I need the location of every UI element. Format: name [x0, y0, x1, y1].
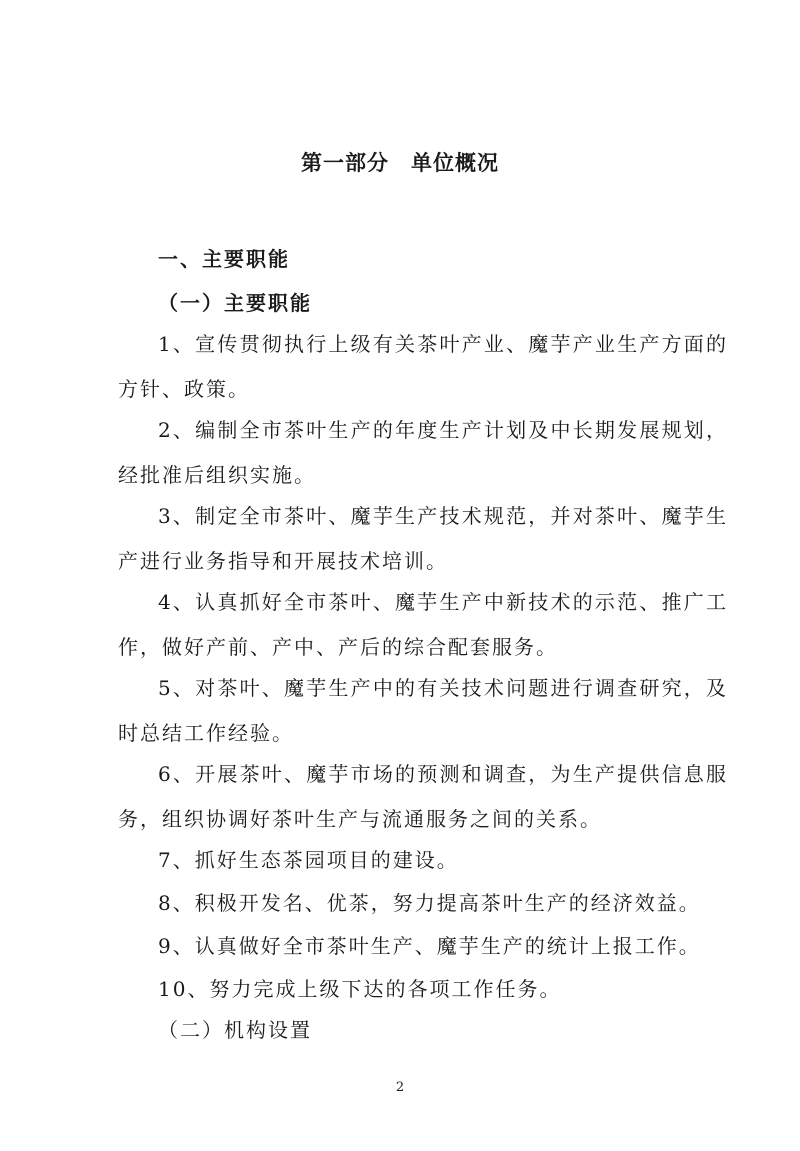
section-heading: 一、主要职能	[158, 247, 290, 271]
paragraph-5: 5、对茶叶、魔芋生产中的有关技术问题进行调查研究，及时总结工作经验。	[118, 676, 728, 745]
subsection-heading-2: （二）机构设置	[158, 1018, 312, 1042]
paragraph-10: 10、努力完成上级下达的各项工作任务。	[158, 977, 562, 1001]
paragraph-9: 9、认真做好全市茶叶生产、魔芋生产的统计上报工作。	[158, 934, 701, 958]
paragraph-7: 7、抓好生态茶园项目的建设。	[158, 848, 459, 872]
paragraph-4: 4、认真抓好全市茶叶、魔芋生产中新技术的示范、推广工作，做好产前、产中、产后的综合配套服务。	[118, 590, 728, 659]
paragraph-2: 2、编制全市茶叶生产的年度生产计划及中长期发展规划，经批准后组织实施。	[118, 418, 728, 487]
page-title: 第一部分 单位概况	[301, 150, 499, 175]
subsection-heading: （一）主要职能	[158, 291, 312, 315]
paragraph-3: 3、制定全市茶叶、魔芋生产技术规范，并对茶叶、魔芋生产进行业务指导和开展技术培训。	[118, 504, 728, 573]
page-number: 2	[395, 1080, 405, 1095]
paragraph-1: 1、宣传贯彻执行上级有关茶叶产业、魔芋产业生产方面的方针、政策。	[118, 332, 728, 401]
paragraph-8: 8、积极开发名、优茶，努力提高茶叶生产的经济效益。	[158, 891, 701, 915]
paragraph-6: 6、开展茶叶、魔芋市场的预测和调查，为生产提供信息服务，组织协调好茶叶生产与流通服务之间的关系。	[118, 762, 728, 831]
